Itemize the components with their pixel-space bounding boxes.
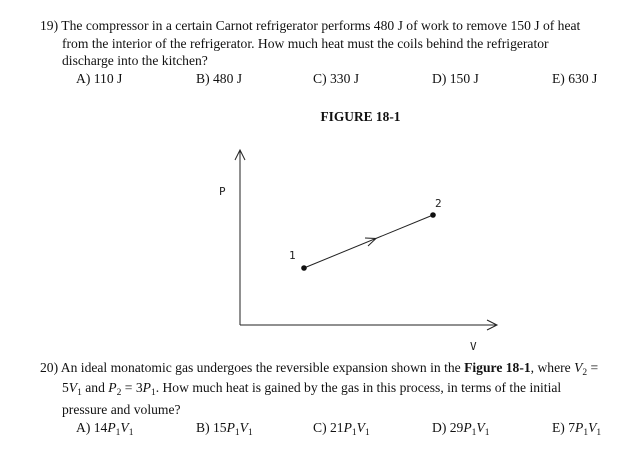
- q20-choice-c-v: V: [356, 420, 365, 435]
- q19-number: 19): [40, 18, 59, 33]
- q20-line-1: [40, 360, 598, 381]
- q19-text-line-2: from the interior of the refrigerator. How much heat must the coils behind the refrigerator: [62, 36, 549, 51]
- q20-choice-d-p: P: [463, 420, 472, 435]
- q20-choice-a-p-sub: 1: [115, 428, 121, 438]
- q20-choice-c[interactable]: [313, 420, 370, 438]
- figure-title: FIGURE 18-1: [320, 109, 401, 124]
- point-2: [430, 212, 436, 218]
- q20-choice-a-v: V: [120, 420, 129, 435]
- q20-p2-sub: 2: [116, 388, 122, 398]
- q20-v1-sub: 1: [77, 388, 82, 398]
- q20-choice-a-p: P: [107, 420, 116, 435]
- q20-choice-b[interactable]: [196, 420, 253, 438]
- process-line: [304, 215, 433, 268]
- q20-text-line-2a: 5: [62, 380, 69, 395]
- q20-choice-e-p: P: [575, 420, 584, 435]
- q20-choice-e-v-sub: 1: [596, 428, 602, 438]
- q20-v1: V: [68, 380, 78, 395]
- q20-p1: P: [142, 380, 151, 395]
- q20-number: 20): [40, 360, 59, 375]
- point-1: [301, 265, 307, 271]
- q20-choice-e[interactable]: [552, 420, 601, 438]
- q20-choice-c-p-sub: 1: [351, 428, 357, 438]
- q19-choice-b[interactable]: B) 480 J: [196, 71, 243, 86]
- q20-text-line-2c: = 3: [121, 380, 143, 395]
- q19-text-line-1: The compressor in a certain Carnot refrigerator performs 480 J of work to remove 150 J of heat: [61, 18, 581, 33]
- q20-text-line-1a: An ideal monatomic gas undergoes the reversible expansion shown in the: [60, 360, 465, 375]
- q19-choice-d[interactable]: D) 150 J: [432, 71, 479, 86]
- point-2-label: 2: [435, 197, 442, 210]
- q19-text-line-3: discharge into the kitchen?: [62, 53, 208, 68]
- q20-text-line-1b: , where: [530, 360, 575, 375]
- point-1-label: 1: [289, 249, 296, 262]
- y-axis-label: P: [219, 185, 226, 198]
- q20-choice-e-v: V: [588, 420, 597, 435]
- q20-choice-b-p: P: [226, 420, 235, 435]
- q20-choice-c-p: P: [343, 420, 352, 435]
- q20-choice-d-prefix: D) 29: [432, 420, 464, 435]
- q19-choice-a[interactable]: A) 110 J: [76, 71, 123, 86]
- q20-choice-d[interactable]: [432, 420, 489, 438]
- q20-choice-a-prefix: A) 14: [76, 420, 108, 435]
- q20-choice-c-v-sub: 1: [364, 428, 370, 438]
- q20-choice-b-prefix: B) 15: [196, 420, 227, 435]
- q20-line-2: [62, 380, 561, 401]
- x-axis-label: V: [470, 340, 477, 353]
- q20-choice-a-v-sub: 1: [128, 428, 134, 438]
- q20-choice-d-v: V: [476, 420, 485, 435]
- q19-choice-c[interactable]: C) 330 J: [313, 71, 360, 86]
- q20-text-line-2d: . How much heat is gained by the gas in this process, in terms of the initial: [155, 380, 562, 395]
- q20-text-line-3: pressure and volume?: [62, 402, 181, 417]
- q20-figure-ref: Figure 18-1: [464, 360, 531, 375]
- q20-p2: P: [108, 380, 117, 395]
- q20-choice-b-p-sub: 1: [234, 428, 240, 438]
- q20-choice-b-v-sub: 1: [247, 428, 253, 438]
- q20-choice-d-v-sub: 1: [484, 428, 490, 438]
- q20-v2: V: [574, 360, 583, 375]
- q19-choice-e[interactable]: E) 630 J: [552, 71, 598, 86]
- q20-v2-sub: 2: [582, 368, 588, 378]
- q20-choice-e-prefix: E) 7: [552, 420, 576, 435]
- q20-eq: =: [587, 360, 599, 375]
- q20-choice-b-v: V: [239, 420, 248, 435]
- q20-choice-e-p-sub: 1: [583, 428, 589, 438]
- q20-choice-a[interactable]: [76, 420, 133, 438]
- q20-text-line-2b: and: [81, 380, 109, 395]
- q20-p1-sub: 1: [150, 388, 156, 398]
- q20-choice-d-p-sub: 1: [471, 428, 477, 438]
- q20-choice-c-prefix: C) 21: [313, 420, 344, 435]
